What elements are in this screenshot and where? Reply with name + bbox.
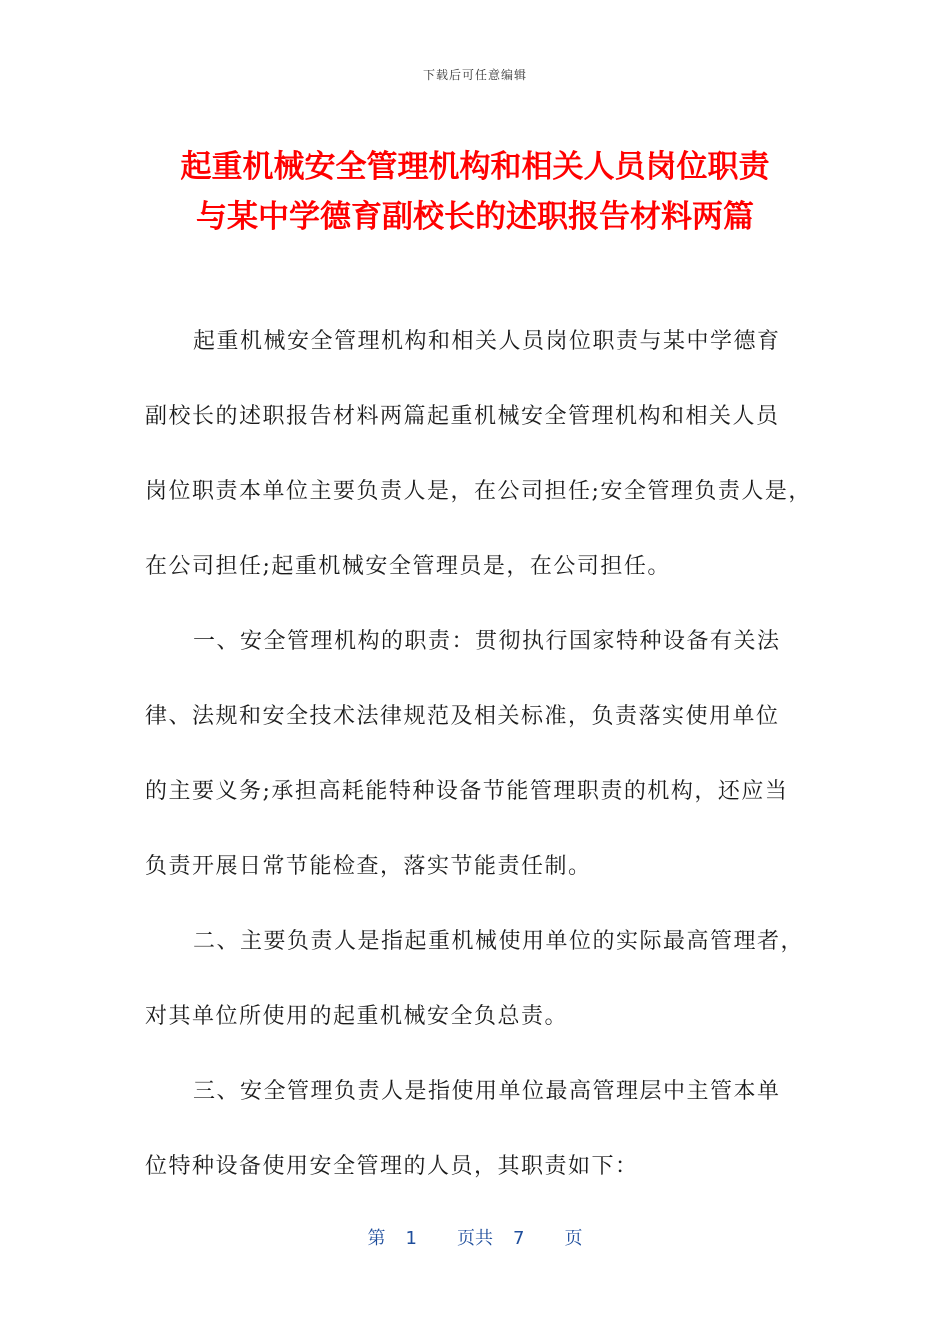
footer-prefix: 第: [367, 1228, 386, 1249]
body-line: 二、主要负责人是指起重机械使用单位的实际最高管理者，: [193, 929, 805, 954]
footer-middle: 页共: [457, 1228, 493, 1249]
title-line-2: 与某中学德育副校长的述职报告材料两篇: [196, 199, 754, 235]
footer-suffix: 页: [564, 1228, 583, 1249]
body-line: 律、法规和安全技术法律规范及相关标准，负责落实使用单位: [145, 704, 780, 729]
page-footer: [0, 1224, 950, 1254]
footer-current-page: 1: [405, 1228, 417, 1249]
body-line: 岗位职责本单位主要负责人是，在公司担任;安全管理负责人是，: [145, 479, 812, 504]
header-note: 下载后可任意编辑: [422, 68, 527, 82]
footer-total-pages: 7: [513, 1228, 525, 1249]
body-line: 的主要义务;承担高耗能特种设备节能管理职责的机构，还应当: [145, 779, 789, 804]
title-line-1: 起重机械安全管理机构和相关人员岗位职责: [180, 149, 770, 185]
body-line: 副校长的述职报告材料两篇起重机械安全管理机构和相关人员: [145, 404, 780, 429]
document-title: [0, 142, 950, 242]
body-line: 位特种设备使用安全管理的人员，其职责如下：: [145, 1154, 639, 1179]
body-line: 负责开展日常节能检查，落实节能责任制。: [145, 854, 592, 879]
body-line: 在公司担任;起重机械安全管理员是，在公司担任。: [145, 554, 671, 579]
body-line: 对其单位所使用的起重机械安全负总责。: [145, 1004, 569, 1029]
body-line: 起重机械安全管理机构和相关人员岗位职责与某中学德育: [193, 329, 781, 354]
body-line: 一、安全管理机构的职责：贯彻执行国家特种设备有关法: [193, 629, 781, 654]
body-line: 三、安全管理负责人是指使用单位最高管理层中主管本单: [193, 1079, 781, 1104]
